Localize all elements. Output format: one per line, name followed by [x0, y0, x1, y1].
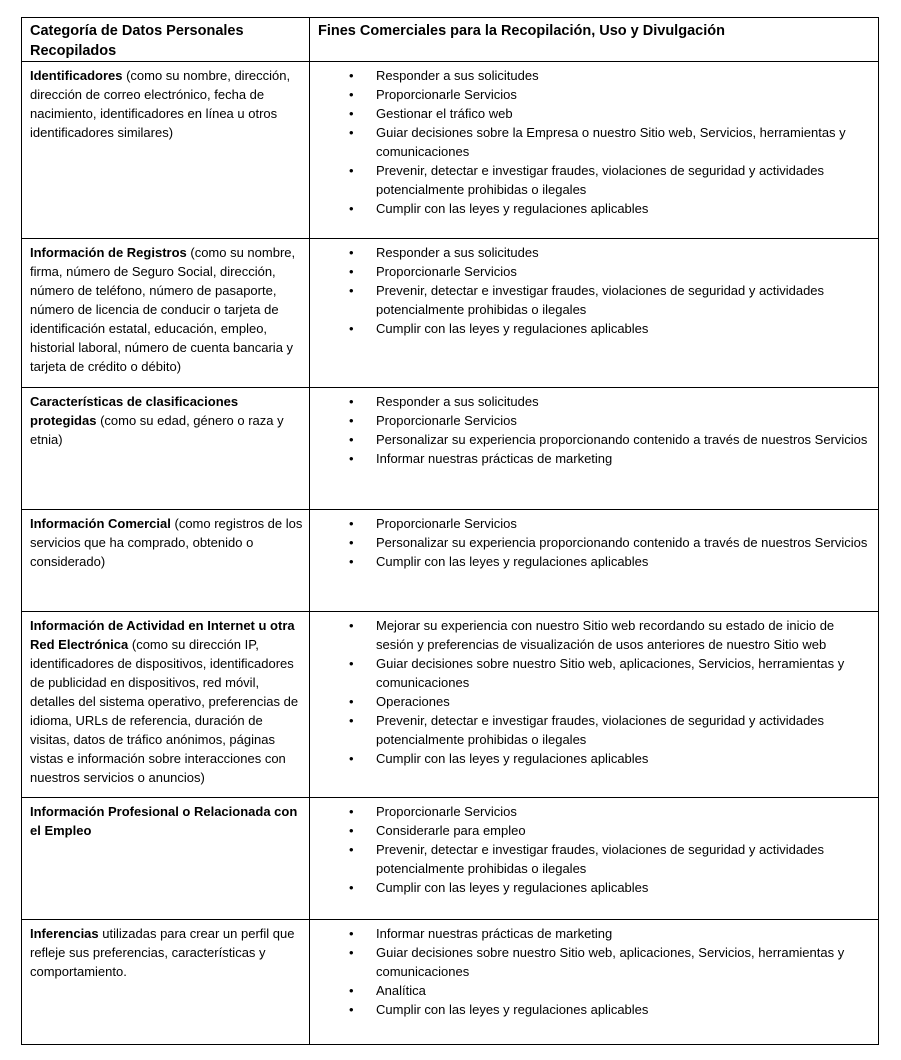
purpose-text: Proporcionarle Servicios [376, 413, 517, 428]
bullet-icon: • [349, 656, 354, 671]
category-description: (como su dirección IP, identificadores de dispositivos, identificadores de publicidad en dispositivos, red móvil, detalles del sistema operativo, preferencias de idioma, URLs de referencia, duración de visitas, datos de tráfico anónimos, páginas vistas e información sobre interacciones con nuestros servicios o anuncios) [30, 637, 299, 785]
list-item [318, 552, 872, 571]
bullet-icon: • [349, 413, 354, 428]
purpose-text: Personalizar su experiencia proporcionando contenido a través de nuestros Servicios [376, 535, 868, 550]
purpose-text: Prevenir, detectar e investigar fraudes, violaciones de seguridad y actividades potencialmente prohibidas o ilegales [376, 713, 825, 747]
purposes-cell [310, 798, 879, 920]
category-cell [22, 388, 310, 510]
bullet-icon: • [349, 823, 354, 838]
purpose-text: Proporcionarle Servicios [376, 87, 517, 102]
list-item [318, 878, 872, 897]
table-row [22, 62, 879, 239]
purpose-text: Responder a sus solicitudes [376, 394, 539, 409]
header-row [22, 18, 879, 62]
bullet-icon: • [349, 264, 354, 279]
table-row [22, 388, 879, 510]
purpose-text: Guiar decisiones sobre la Empresa o nuestro Sitio web, Servicios, herramientas y comunicaciones [376, 125, 846, 159]
category-cell [22, 920, 310, 1045]
header-category: Categoría de Datos Personales Recopilados [22, 18, 310, 62]
bullet-icon: • [349, 201, 354, 216]
bullet-icon: • [349, 1002, 354, 1017]
bullet-icon: • [349, 618, 354, 633]
list-item [318, 821, 872, 840]
purposes-cell [310, 62, 879, 239]
list-item [318, 161, 872, 199]
category-cell [22, 239, 310, 388]
list-item [318, 411, 872, 430]
table-body [22, 62, 879, 1045]
list-item [318, 749, 872, 768]
list-item [318, 123, 872, 161]
list-item [318, 66, 872, 85]
bullet-icon: • [349, 394, 354, 409]
category-description: (como su nombre, dirección, dirección de correo electrónico, fecha de nacimiento, identificadores en línea u otros identificadores similares) [30, 68, 291, 140]
table-row [22, 612, 879, 798]
bullet-icon: • [349, 926, 354, 941]
purposes-list [318, 66, 872, 218]
purpose-text: Analítica [376, 983, 426, 998]
purpose-text: Cumplir con las leyes y regulaciones aplicables [376, 751, 649, 766]
category-cell [22, 62, 310, 239]
list-item [318, 692, 872, 711]
list-item [318, 430, 872, 449]
bullet-icon: • [349, 694, 354, 709]
table-row [22, 920, 879, 1045]
purpose-text: Operaciones [376, 694, 450, 709]
purposes-cell [310, 239, 879, 388]
list-item [318, 711, 872, 749]
purposes-cell [310, 920, 879, 1045]
bullet-icon: • [349, 125, 354, 140]
category-cell [22, 612, 310, 798]
category-name: Información Comercial [30, 516, 171, 531]
bullet-icon: • [349, 321, 354, 336]
bullet-icon: • [349, 432, 354, 447]
category-name: Información de Actividad en Internet u otra Red Electrónica [30, 618, 295, 652]
list-item [318, 262, 872, 281]
purposes-list [318, 616, 872, 768]
purpose-text: Cumplir con las leyes y regulaciones aplicables [376, 321, 649, 336]
purpose-text: Prevenir, detectar e investigar fraudes, violaciones de seguridad y actividades potencialmente prohibidas o ilegales [376, 163, 825, 197]
list-item [318, 449, 872, 468]
category-description: (como su edad, género o raza y etnia) [30, 413, 284, 447]
purpose-text: Proporcionarle Servicios [376, 804, 517, 819]
bullet-icon: • [349, 945, 354, 960]
bullet-icon: • [349, 68, 354, 83]
bullet-icon: • [349, 451, 354, 466]
purpose-text: Prevenir, detectar e investigar fraudes, violaciones de seguridad y actividades potencialmente prohibidas o ilegales [376, 842, 825, 876]
bullet-icon: • [349, 245, 354, 260]
list-item [318, 802, 872, 821]
purpose-text: Cumplir con las leyes y regulaciones aplicables [376, 1002, 649, 1017]
purpose-text: Cumplir con las leyes y regulaciones aplicables [376, 554, 649, 569]
list-item [318, 243, 872, 262]
list-item [318, 943, 872, 981]
purpose-text: Considerarle para empleo [376, 823, 526, 838]
category-name: Información Profesional o Relacionada con el Empleo [30, 804, 298, 838]
purpose-text: Proporcionarle Servicios [376, 264, 517, 279]
purposes-cell [310, 388, 879, 510]
purposes-list [318, 802, 872, 897]
purpose-text: Gestionar el tráfico web [376, 106, 513, 121]
purpose-text: Proporcionarle Servicios [376, 516, 517, 531]
bullet-icon: • [349, 554, 354, 569]
purposes-cell [310, 510, 879, 612]
bullet-icon: • [349, 880, 354, 895]
list-item [318, 924, 872, 943]
purposes-cell [310, 612, 879, 798]
list-item [318, 199, 872, 218]
bullet-icon: • [349, 87, 354, 102]
list-item [318, 1000, 872, 1019]
purposes-list [318, 514, 872, 571]
bullet-icon: • [349, 535, 354, 550]
list-item [318, 319, 872, 338]
table-row [22, 510, 879, 612]
purpose-text: Informar nuestras prácticas de marketing [376, 926, 613, 941]
purpose-text: Responder a sus solicitudes [376, 68, 539, 83]
purpose-text: Cumplir con las leyes y regulaciones aplicables [376, 201, 649, 216]
category-name: Inferencias [30, 926, 99, 941]
purpose-text: Mejorar su experiencia con nuestro Sitio web recordando su estado de inicio de sesión y preferencias de visualización de usos anteriores de nuestro Sitio web [376, 618, 835, 652]
table-row [22, 798, 879, 920]
purpose-text: Informar nuestras prácticas de marketing [376, 451, 613, 466]
purpose-text: Personalizar su experiencia proporcionando contenido a través de nuestros Servicios [376, 432, 868, 447]
bullet-icon: • [349, 713, 354, 728]
list-item [318, 981, 872, 1000]
list-item [318, 654, 872, 692]
purposes-list [318, 392, 872, 468]
list-item [318, 104, 872, 123]
header-purposes: Fines Comerciales para la Recopilación, Uso y Divulgación [310, 18, 879, 62]
category-name: Características de clasificaciones protegidas [30, 394, 239, 428]
table-row [22, 239, 879, 388]
bullet-icon: • [349, 516, 354, 531]
bullet-icon: • [349, 106, 354, 121]
category-description: (como registros de los servicios que ha comprado, obtenido o considerado) [30, 516, 303, 569]
list-item [318, 840, 872, 878]
data-categories-table [21, 17, 879, 1045]
purpose-text: Guiar decisiones sobre nuestro Sitio web, aplicaciones, Servicios, herramientas y comunicaciones [376, 945, 845, 979]
list-item [318, 281, 872, 319]
list-item [318, 533, 872, 552]
list-item [318, 616, 872, 654]
category-cell [22, 798, 310, 920]
category-name: Información de Registros [30, 245, 187, 260]
bullet-icon: • [349, 983, 354, 998]
category-description: (como su nombre, firma, número de Seguro Social, dirección, número de teléfono, número de pasaporte, número de licencia de conducir o tarjeta de identificación estatal, educación, empleo, historial laboral, número de cuenta bancaria y tarjeta de crédito o débito) [30, 245, 296, 374]
bullet-icon: • [349, 283, 354, 298]
bullet-icon: • [349, 804, 354, 819]
purposes-list [318, 243, 872, 338]
category-description: utilizadas para crear un perfil que refleje sus preferencias, características y comportamiento. [30, 926, 295, 979]
list-item [318, 392, 872, 411]
bullet-icon: • [349, 163, 354, 178]
list-item [318, 514, 872, 533]
purpose-text: Cumplir con las leyes y regulaciones aplicables [376, 880, 649, 895]
bullet-icon: • [349, 842, 354, 857]
purpose-text: Responder a sus solicitudes [376, 245, 539, 260]
category-cell [22, 510, 310, 612]
purpose-text: Guiar decisiones sobre nuestro Sitio web, aplicaciones, Servicios, herramientas y comunicaciones [376, 656, 845, 690]
category-name: Identificadores [30, 68, 123, 83]
list-item [318, 85, 872, 104]
purpose-text: Prevenir, detectar e investigar fraudes, violaciones de seguridad y actividades potencialmente prohibidas o ilegales [376, 283, 825, 317]
purposes-list [318, 924, 872, 1019]
bullet-icon: • [349, 751, 354, 766]
